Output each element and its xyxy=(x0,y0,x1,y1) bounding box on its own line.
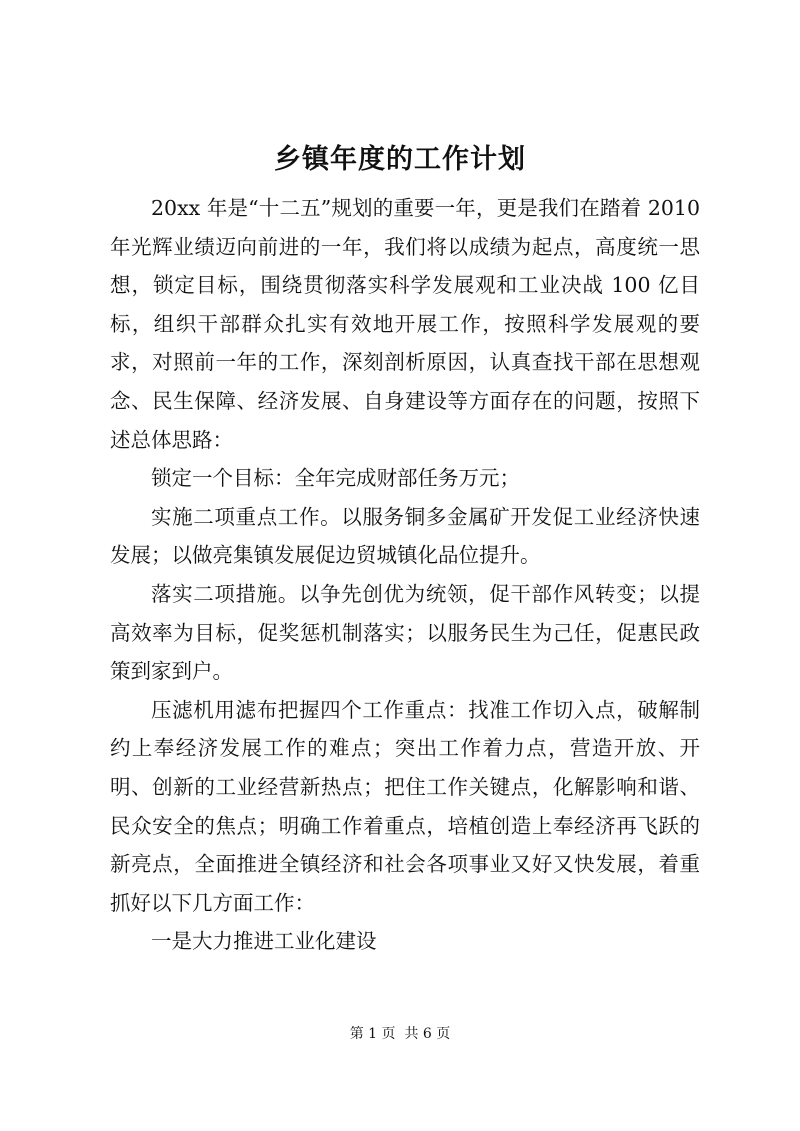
paragraph-intro: 20xx 年是“十二五”规划的重要一年，更是我们在踏着 2010 年光辉业绩迈向前进的一年，我们将以成绩为起点，高度统一思想，锁定目标，围绕贯彻落实科学发展观和工业决战 100 亿目标，组织干部群众扎实有效地开展工作，按照科学发展观的要求，对照前一年的工作，深刻剖析原因，认真查找干部在思想观念、民生保障、经济发展、自身建设等方面存在的问题，按照下述总体思路： xyxy=(110,196,700,452)
paragraph-measures: 落实二项措施。以争先创优为统领，促干部作风转变；以提高效率为目标，促奖惩机制落实；以服务民生为己任，促惠民政策到家到户。 xyxy=(110,581,700,684)
document-title: 乡镇年度的工作计划 xyxy=(274,144,526,175)
document-body xyxy=(110,189,700,961)
paragraph-industrialization: 一是大力推进工业化建设 xyxy=(151,929,377,954)
paragraph-key-work: 实施二项重点工作。以服务铜多金属矿开发促工业经济快速发展；以做亮集镇发展促边贸城镇化品位提升。 xyxy=(110,504,700,568)
paragraph-goal: 锁定一个目标：全年完成财部任务万元； xyxy=(151,466,520,491)
paragraph-focus-points: 压滤机用滤布把握四个工作重点：找准工作切入点，破解制约上奉经济发展工作的难点；突出工作着力点，营造开放、开明、创新的工业经营新热点；把住工作关键点，化解影响和谐、民众安全的焦点；明确工作着重点，培植创造上奉经济再飞跃的新亮点，全面推进全镇经济和社会各项事业又好又快发展，着重抓好以下几方面工作： xyxy=(110,697,700,915)
page-number-footer: 第 1 页 共 6 页 xyxy=(349,1026,451,1042)
